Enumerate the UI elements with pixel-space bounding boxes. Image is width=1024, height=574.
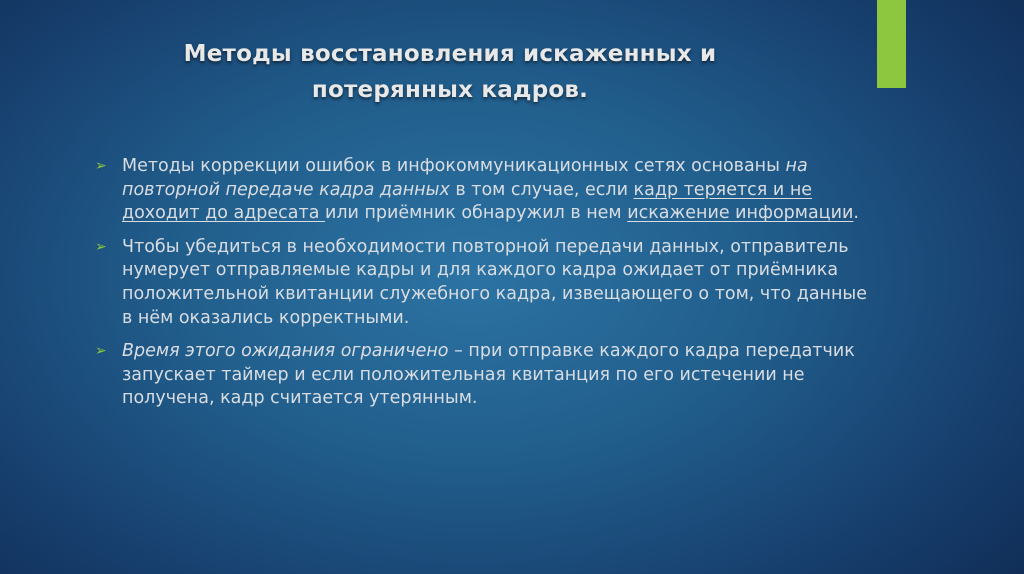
slide-title-line-1: Методы восстановления искаженных и <box>183 41 717 67</box>
bullet-1-text: Методы коррекции ошибок в инфокоммуникационных сетях основаны <box>122 156 786 176</box>
bullet-1-emphasis: на повторной передаче кадра данных <box>122 156 808 200</box>
bullet-1-period: . <box>853 203 859 224</box>
bullet-1-underlined-2: искажение информации <box>627 203 854 224</box>
bullet-1-underlined-1: кадр теряется и не доходит до адресата <box>122 179 813 224</box>
accent-bar <box>877 0 906 88</box>
bullet-3-text: – при отправке каждого кадра передатчик запускает таймер и если положительная квитанция по его истечении не получена, кадр считается утерянным. <box>122 341 855 409</box>
slide-title-line-2: потерянных кадров. <box>311 77 589 103</box>
bullet-1-text-2: в том случае, если <box>449 179 634 200</box>
bullet-item-2 <box>95 236 875 330</box>
bullet-1-text-3: или приёмник обнаружил в нем <box>325 203 628 224</box>
bullet-2-text: Чтобы убедиться в необходимости повторной передачи данных, отправитель нумерует отправляемые кадры и для каждого кадра ожидает от приёмника положительной квитанции служебного кадра, извещающего о том, что данные в нём оказались корректными. <box>122 236 868 328</box>
chevron-right-icon: ➢ <box>95 343 107 360</box>
slide-title <box>150 36 750 108</box>
bullet-3-emphasis: Время этого ожидания ограничено <box>122 341 449 362</box>
chevron-right-icon: ➢ <box>95 158 107 174</box>
bullet-item-1 <box>95 155 875 226</box>
chevron-right-icon: ➢ <box>95 238 107 255</box>
bullet-item-3 <box>95 340 875 411</box>
bullet-list <box>95 155 875 421</box>
